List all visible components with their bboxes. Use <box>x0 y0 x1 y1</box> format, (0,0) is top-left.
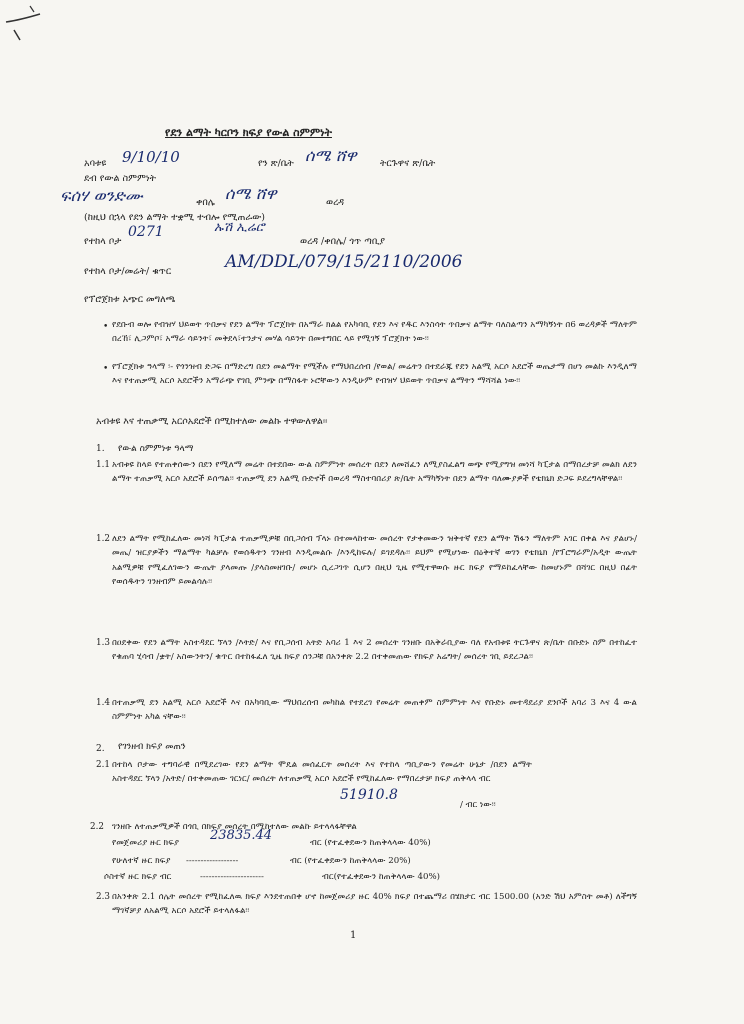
item-text: ገንዘቡ ለተጠቃሚዎች በጎቢ በክፍያ መሰረት በሚከተለው መልኩ ይተላላፋቸዋል <box>112 822 357 832</box>
payment-blank: ---------------------- <box>200 872 264 882</box>
bullet-text: የፕሮጀክቱ ዓላማ ፡- የጎንዝብ ድጋፍ በማድረግ በደን መልማት የሚችሉ የማህበረሰብ /የወል/ መሬትን በተደራጁ የደን አልሚ አርሶ አደሮች ወጤታማ በሆነ መልኩ እንዲለማ እና የተጠቃሚ አርሶ አደሮችን አማራጭ የገቢ ምንጭ በማስፋት ኑሮቸውን እንዲሁም የብዝሃ ህይወት ጥበቃና ልማትን ማሻሻል ነው፡፡ <box>112 362 637 387</box>
bullet-icon: • <box>103 364 109 374</box>
plot-handwritten: 0271 <box>128 224 164 240</box>
id-handwritten: AM/DDL/079/15/2110/2006 <box>225 252 463 272</box>
page-number: 1 <box>350 930 357 941</box>
item-text: በዐደቀው የደን ልማት አስተዳደር ኘላን /እትድ/ እና የቢጋሰብ አትድ አባሪ 1 እና 2 መሰረት ገንዘቡ በአቅራቢያው ባለ የአብቱዩ ትርጉዋና ጽ/ቤት በቡድኑ ስም በተከፈተ የቁጠባ ሂሳብ /ቋት/ አስውንትን/ ቁጥር በተከፋፈለ ጊዜ ክፍያ ሰንጋቹ በአንቀጽ 2.2 በተቀመጠው የክፍያ አሬግት/ መሰረት ገቢ ይደረጋል፡፡ <box>112 638 637 663</box>
payment-label: ሶስተኛ ዙር ክፍያ ብር <box>104 872 172 882</box>
item-text: አብቱዩ ከላይ የተጠቀሰውን በደን የሚለማ መሬት በተደበው ውል ስምምነት መሰረት በደን ለመሸፈን ለሚያስፈልግ ወጭ የሚያግዝ መነሻ ካፒታል በማበረታቻ መልክ ለደን ልማት ተጠቃሚ አርሶ አደሮች ይሰጣል፡፡ ተጠቃሚ ደን አልሚ ቡድኖች በወረዳ ማስተባበሪያ ጽ/ቤት አማካኝነት በደን ልማት ባለሙያዎች የቴክኒክ ድጋፍ ይደረግላቸዋል፡፡ <box>112 460 637 485</box>
payment-blank: ------------------ <box>186 856 239 866</box>
project-label: የፕሮጀክቱ አጭር መግለጫ <box>84 294 176 305</box>
item-text: በአንቀጽ 2.1 ሰሌት መሰረት የሚከፈለዉ ክፍያ እንደተጠበቀ ሆኖ ከመጀመሪያ ዙር 40% ክፍያ በተጨማሪ በሄክታር ብር 1500.00 (አንድ ሽህ አምስት መቶ) ለችግኝ ማገኛቻያ ለአልሚ አርሶ አደሮች ይተላለፋል፡፡ <box>112 892 637 917</box>
payment-suffix: ብር (የተፈቀደውን ከጠቅላላው 40%) <box>310 838 431 848</box>
item-number: 2.3 <box>96 892 110 902</box>
payment-suffix: ብር (የተፈቀደውን ከጠቅላላው 20%) <box>290 856 411 866</box>
id-label: የተከላ ቦታ/መሬት/ ቁጥር <box>84 266 172 277</box>
bullet-icon: • <box>103 322 109 332</box>
kebele-handwritten: ሰሜ ሸዋ <box>225 184 277 203</box>
office-handwritten: ሰሜ ሸዋ <box>305 146 357 165</box>
plot-handwritten-2: ኡሽ ኢሬሮ <box>214 220 265 235</box>
payment-amount-handwritten: 23835.44 <box>210 828 273 843</box>
item-text: ለደን ልማት የሚከፈለው መነሻ ካፒታል ተጠቃሚዎቹ በቢጋሰብ ፕላኑ በተመላከተው መሰረት የታቀመውን ዝቅተኛ የደን ልማት ሽፋን ማለትም አገር በቀል እና ያልሆኑ/መጤ/ ዝርያዎችን ማልማት ካልቻሉ የወሰዱትን ገንዘብ እንዲመልሱ /እንዲከፍሉ/ ይገደዳሉ፡፡ ይህም የሚሆነው በዕቅተኛ ወገን የቴክኒክ /የፕሮግራም/አዲት ውጤት አልሚዎቹ የሚፈለገውን ውጤት ያላመጡ /ያላስመዘገቡ/ መሆኑ ሲረጋገጥ ሲሆን በዚህ ጊዜ የሚተዋወሱ ዙር ክፍያ የማይከፈላቸው ከመሆኑም በሻገር በዚህ በፊት የወሰዱትን ገንዘብም ይመልሳሉ፡፡ <box>112 534 637 587</box>
plot-suffix: ወረዳ /ቀበሌ/ ጎጥ ጣቢያ <box>300 236 386 247</box>
item-text: በተጠቃሚ ደን አልሚ አርሶ አደሮች እና በአካባቢው ማህበረሰብ መካከል የተደረገ የመሬት መጠቀም ስምምነት እና የቡድኑ መተዳደሪያ ደንቦች አባሪ 3 እና 4 ውል ስምምነት አካል ናቸው፡፡ <box>112 698 637 723</box>
corner-scribble-icon <box>0 0 60 60</box>
total-amount-suffix: / ብር ነው፡፡ <box>460 800 496 810</box>
office-label: የን ጽ/ቤት <box>258 158 294 169</box>
sub-office-label: ትርጉዋና ጽ/ቤት <box>380 158 436 169</box>
kebele-label: ቀበሌ <box>196 197 215 208</box>
party-label: ደብ የውል ስምምነት <box>84 173 157 184</box>
intro-line: አብቱዩ እና ተጠቃሚ አርሶአደሮች በሚከተለው መልኩ ተዋውለዋል፡፡ <box>96 416 328 427</box>
item-number: 1.3 <box>96 638 110 648</box>
total-amount-handwritten: 51910.8 <box>340 787 398 803</box>
payment-label: የሁለተኛ ዙር ክፍያ <box>112 856 171 866</box>
plot-label: የተከላ ቦታ <box>84 236 122 247</box>
bullet-text: የደቡብ ወሎ የብዝሃ ህይወት ጥበቃና የደን ልማት ፕሮጀክት በአማራ ክልል የአካባቢ የደን እና የዱር እንስሳት ጥበቃና ልማት ባለስልጣን አማካኝነት በ6 ወረዳዎች ማለትም በረኸ፣ ሊጋምቦ፣ አማራ ሳይንት፣ መቅደላ፣ተንታና መሃል ሳይንት በመተግበር ላይ የሚገኝ ፕሮጀክት ነው፡፡ <box>112 320 637 345</box>
section-heading: የውል ስምምነቱ ዓላማ <box>118 444 194 454</box>
party-note: (ከዚህ በኋላ የደን ልማት ተቋሚ ተብሎ የሚጠራው) <box>84 212 266 223</box>
item-number: 2.1 <box>96 760 110 770</box>
section-heading: የገንዘብ ክፍያ መጠን <box>118 742 186 752</box>
item-number: 1.1 <box>96 460 110 470</box>
date-handwritten: 9/10/10 <box>122 148 180 166</box>
item-text: በተከላ ቦታው ተግባራዊ በሚደረገው የደን ልማት ሞዴል መሰፈርት መሰረት እና የተከላ ጣቢያውን የመሬት ሁኔታ /በደን ልማት አስተዳደር ኘላን /አትድ/ በተቀመጠው ገርነር/ መሰረት ለተጠቃሚ አርሶ አደሮች የሚከፈለው የማበረታቻ ክፍያ ጠቅላላ ብር <box>112 760 532 785</box>
section-number: 1. <box>96 444 105 454</box>
item-number: 1.2 <box>96 534 110 544</box>
document-title: የደን ልማት ካርቦን ክፍያ የውል ስምምነት <box>165 126 332 139</box>
name-handwritten: ፍሰሃ ወንድሙ <box>60 186 143 205</box>
date-label: አባቱዩ <box>84 158 107 169</box>
payment-label: የመጀመሪያ ዙር ክፍያ <box>112 838 180 848</box>
section-number: 2. <box>96 744 105 754</box>
payment-suffix: ብር(የተፈቀደውን ከጠቅላላው 40%) <box>322 872 440 882</box>
zone-label: ወረዳ <box>326 197 345 208</box>
item-number: 1.4 <box>96 698 110 708</box>
item-number: 2.2 <box>90 822 104 832</box>
